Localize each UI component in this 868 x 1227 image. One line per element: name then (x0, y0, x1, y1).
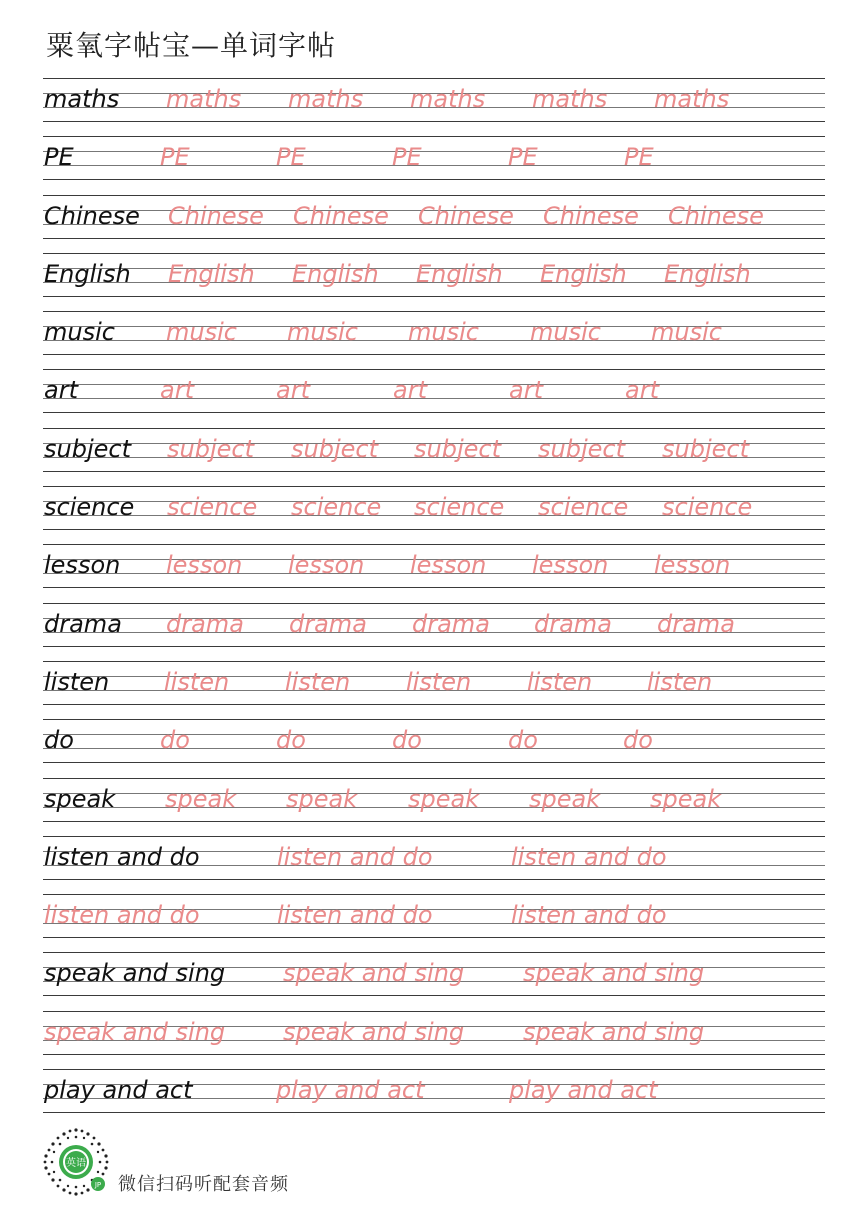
rule-line (43, 762, 825, 763)
trace-word: Chinese (543, 201, 639, 230)
trace-word: listen (285, 667, 351, 696)
trace-word: music (166, 318, 237, 347)
rule-line (43, 296, 825, 297)
practice-row (43, 426, 825, 484)
rule-line (43, 646, 825, 647)
trace-word: English (664, 259, 751, 288)
trace-word: music (408, 318, 479, 347)
page-title: 粟氧字帖宝—单词字帖 (46, 29, 337, 62)
model-word: lesson (44, 551, 121, 580)
trace-word: science (167, 493, 258, 522)
trace-word: art (393, 376, 427, 405)
rule-line (43, 995, 825, 996)
practice-row (43, 251, 825, 309)
trace-word: listen (164, 667, 230, 696)
trace-word: do (508, 726, 538, 755)
trace-word: listen and do (277, 842, 433, 871)
practice-rows (43, 76, 825, 1125)
trace-word: maths (410, 85, 486, 113)
trace-word: PE (160, 143, 190, 172)
rule-line (43, 544, 825, 545)
rule-line (43, 952, 825, 953)
rule-line (43, 821, 825, 822)
model-word: speak (44, 784, 116, 813)
trace-word: speak and sing (44, 1017, 226, 1046)
trace-word: listen and do (277, 901, 433, 930)
practice-row (43, 193, 825, 251)
trace-word: speak and sing (523, 959, 705, 988)
rule-line (43, 78, 825, 79)
footer (40, 1126, 540, 1198)
trace-word: speak and sing (283, 959, 465, 988)
trace-word: music (530, 318, 601, 347)
practice-row (43, 76, 825, 134)
model-word: English (44, 259, 131, 288)
scan-hint: 微信扫码听配套音频 (118, 1174, 289, 1195)
rule-line (43, 1054, 825, 1055)
model-word: drama (44, 609, 122, 638)
model-word: music (44, 318, 115, 347)
rule-line (43, 603, 825, 604)
practice-row (43, 1067, 825, 1125)
trace-word: subject (291, 434, 378, 463)
trace-word: do (392, 726, 422, 755)
trace-word: subject (538, 434, 625, 463)
trace-word: drama (289, 609, 367, 638)
trace-word: Chinese (668, 201, 764, 230)
trace-word: listen (647, 667, 713, 696)
trace-word: drama (534, 609, 612, 638)
model-word: maths (44, 85, 120, 113)
rule-line (43, 1069, 825, 1070)
trace-word: lesson (288, 551, 365, 580)
model-word: do (44, 726, 74, 755)
trace-word: drama (412, 609, 490, 638)
rule-line (43, 1011, 825, 1012)
rule-line (43, 195, 825, 196)
model-word: subject (44, 434, 131, 463)
model-word: listen (44, 667, 110, 696)
trace-word: play and act (276, 1076, 425, 1105)
trace-word: do (623, 726, 653, 755)
rule-line (43, 412, 825, 413)
trace-word: speak (286, 784, 358, 813)
rule-line (43, 937, 825, 938)
practice-row (43, 367, 825, 425)
practice-row (43, 134, 825, 192)
practice-row (43, 659, 825, 717)
trace-word: lesson (166, 551, 243, 580)
rule-line (43, 253, 825, 254)
trace-word: PE (392, 143, 422, 172)
rule-line (43, 836, 825, 837)
trace-word: do (160, 726, 190, 755)
model-word: Chinese (44, 201, 140, 230)
trace-word: play and act (509, 1076, 658, 1105)
trace-word: English (540, 259, 627, 288)
trace-word: science (291, 493, 382, 522)
practice-row (43, 776, 825, 834)
rule-line (43, 778, 825, 779)
mini-program-qr-code[interactable] (40, 1126, 112, 1198)
trace-word: art (509, 376, 543, 405)
trace-word: speak and sing (283, 1017, 465, 1046)
trace-word: English (168, 259, 255, 288)
practice-row (43, 542, 825, 600)
qr-corner-text: JP (94, 1181, 102, 1189)
trace-word: art (160, 376, 194, 405)
trace-word: listen (527, 667, 593, 696)
rule-line (43, 1112, 825, 1113)
trace-word: Chinese (418, 201, 514, 230)
trace-word: speak (408, 784, 480, 813)
rule-line (43, 879, 825, 880)
trace-word: art (276, 376, 310, 405)
trace-word: science (414, 493, 505, 522)
trace-word: PE (276, 143, 306, 172)
model-word: science (44, 493, 135, 522)
trace-word: listen and do (511, 901, 667, 930)
practice-row (43, 834, 825, 892)
rule-line (43, 121, 825, 122)
trace-word: drama (166, 609, 244, 638)
rule-line (43, 529, 825, 530)
rule-line (43, 486, 825, 487)
rule-line (43, 428, 825, 429)
trace-word: Chinese (293, 201, 389, 230)
trace-word: listen and do (511, 842, 667, 871)
trace-word: science (538, 493, 629, 522)
rule-line (43, 661, 825, 662)
model-word: play and act (44, 1076, 193, 1105)
trace-word: music (287, 318, 358, 347)
trace-word: English (292, 259, 379, 288)
trace-word: lesson (410, 551, 487, 580)
trace-word: music (651, 318, 722, 347)
rule-line (43, 894, 825, 895)
trace-word: art (625, 376, 659, 405)
trace-word: maths (288, 85, 364, 113)
trace-word: listen (406, 667, 472, 696)
trace-word: do (276, 726, 306, 755)
trace-word: subject (662, 434, 749, 463)
trace-word: subject (414, 434, 501, 463)
rule-line (43, 354, 825, 355)
trace-word: speak (650, 784, 722, 813)
trace-word: speak (529, 784, 601, 813)
trace-word: speak (165, 784, 237, 813)
practice-row (43, 601, 825, 659)
rule-line (43, 179, 825, 180)
trace-word: maths (166, 85, 242, 113)
practice-row (43, 484, 825, 542)
rule-line (43, 238, 825, 239)
trace-word: Chinese (168, 201, 264, 230)
practice-row (43, 1009, 825, 1067)
trace-word: speak and sing (523, 1017, 705, 1046)
trace-word: PE (624, 143, 654, 172)
trace-word: drama (657, 609, 735, 638)
rule-line (43, 719, 825, 720)
rule-line (43, 369, 825, 370)
model-word: speak and sing (44, 959, 226, 988)
trace-word: maths (532, 85, 608, 113)
rule-line (43, 311, 825, 312)
trace-word: maths (654, 85, 730, 113)
rule-line (43, 471, 825, 472)
model-word: art (44, 376, 78, 405)
trace-word: lesson (532, 551, 609, 580)
model-word: listen and do (44, 842, 200, 871)
trace-word: subject (167, 434, 254, 463)
trace-word: lesson (654, 551, 731, 580)
rule-line (43, 704, 825, 705)
practice-row (43, 950, 825, 1008)
practice-row (43, 717, 825, 775)
rule-line (43, 136, 825, 137)
model-word: PE (44, 143, 74, 172)
trace-word: English (416, 259, 503, 288)
practice-row (43, 892, 825, 950)
trace-word: PE (508, 143, 538, 172)
practice-row (43, 309, 825, 367)
trace-word: listen and do (44, 901, 200, 930)
rule-line (43, 587, 825, 588)
qr-badge-text: 英语 (66, 1158, 86, 1169)
trace-word: science (662, 493, 753, 522)
